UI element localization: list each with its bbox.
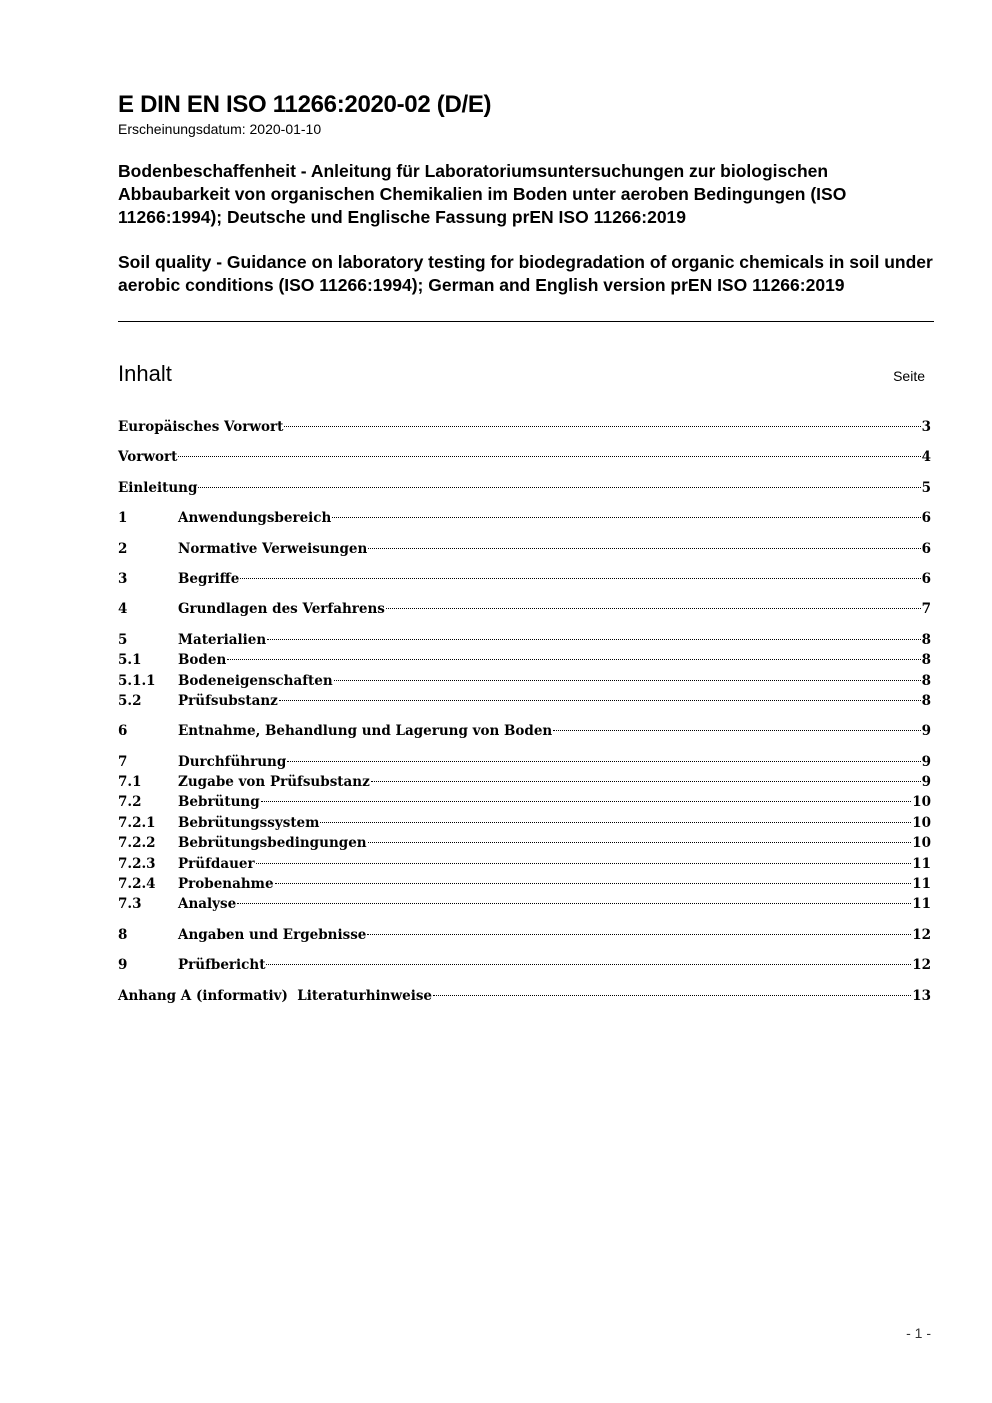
toc-entry[interactable] — [118, 721, 931, 741]
toc-entry-title: Prüfsubstanz — [178, 692, 278, 709]
toc-dot-leader — [320, 822, 911, 823]
toc-entry-number: 7.2 — [118, 794, 142, 811]
toc-entry-title: Entnahme, Behandlung und Lagerung von Boden — [178, 723, 553, 740]
toc-entry-title: Einleitung — [118, 479, 198, 496]
table-of-contents — [118, 417, 931, 1006]
toc-entry-title: Grundlagen des Verfahrens — [178, 601, 385, 618]
toc-entry-title: Normative Verweisungen — [178, 540, 368, 557]
toc-entry-page: 6 — [921, 570, 931, 587]
toc-entry-page: 10 — [912, 794, 931, 811]
toc-entry-page: 6 — [921, 540, 931, 557]
toc-entry-number: 3 — [118, 570, 128, 587]
toc-entry[interactable] — [118, 569, 931, 589]
toc-entry-title: Europäisches Vorwort — [118, 419, 284, 435]
toc-entry-number: 5.1.1 — [118, 672, 156, 689]
toc-entry-page: 10 — [912, 835, 931, 852]
toc-entry-title: Durchführung — [178, 753, 287, 770]
toc-entry-number: 7.2.2 — [118, 835, 156, 852]
toc-entry[interactable] — [118, 691, 931, 711]
toc-dot-leader — [334, 680, 921, 681]
toc-entry-page: 5 — [921, 479, 931, 496]
toc-entry-title: Bebrütungssystem — [178, 814, 320, 831]
toc-dot-leader — [386, 608, 921, 609]
toc-entry-page: 12 — [912, 926, 931, 943]
toc-dot-leader — [266, 964, 911, 965]
toc-entry[interactable] — [118, 650, 931, 670]
toc-entry[interactable] — [118, 874, 931, 894]
toc-dot-leader — [368, 548, 920, 549]
publication-date: Erscheinungsdatum: 2020-01-10 — [118, 121, 322, 137]
toc-dot-leader — [332, 517, 920, 518]
toc-entry-title: Begriffe — [178, 570, 240, 587]
toc-entry-page: 9 — [921, 774, 931, 791]
title-english: Soil quality - Guidance on laboratory testing for biodegradation of organic chemicals in soil under aerobic conditions (ISO 11266:1994); German and English version prEN ISO 11266:2019 — [118, 252, 933, 295]
toc-dot-leader — [367, 934, 911, 935]
toc-entry-title: Probenahme — [178, 876, 274, 893]
toc-entry-number: 7.2.1 — [118, 814, 156, 831]
toc-entry-number: 4 — [118, 601, 128, 618]
toc-entry[interactable] — [118, 599, 931, 619]
toc-entry-title: Prüfbericht — [178, 957, 266, 974]
page-number: - 1 - — [906, 1325, 931, 1341]
toc-entry[interactable] — [118, 772, 931, 792]
toc-dot-leader — [237, 903, 911, 904]
toc-entry-title: Bebrütung — [178, 794, 260, 811]
toc-entry[interactable] — [118, 478, 931, 498]
toc-entry-number: 1 — [118, 510, 128, 527]
toc-entry[interactable] — [118, 752, 931, 772]
toc-dot-leader — [198, 487, 920, 488]
toc-heading: Inhalt — [118, 361, 172, 386]
toc-entry[interactable] — [118, 854, 931, 874]
toc-entry[interactable] — [118, 508, 931, 528]
toc-entry-page: 8 — [921, 692, 931, 709]
toc-dot-leader — [267, 639, 920, 640]
toc-entry-title: Angaben und Ergebnisse — [178, 926, 367, 943]
toc-entry-number: 5.2 — [118, 692, 142, 709]
toc-entry-page: 8 — [921, 652, 931, 669]
toc-entry[interactable] — [118, 417, 931, 437]
toc-entry-page: 8 — [921, 631, 931, 648]
toc-dot-leader — [433, 995, 911, 996]
toc-entry-number: 7.2.4 — [118, 876, 156, 893]
toc-dot-leader — [287, 761, 920, 762]
document-id: E DIN EN ISO 11266:2020-02 (D/E) — [118, 91, 492, 118]
toc-dot-leader — [240, 578, 920, 579]
toc-entry-number: 6 — [118, 723, 128, 740]
toc-entry-number: 8 — [118, 926, 128, 943]
toc-entry-title: Anwendungsbereich — [178, 510, 332, 527]
toc-entry-number: 7.1 — [118, 774, 142, 791]
toc-entry-page: 8 — [921, 672, 931, 689]
toc-entry-number: 9 — [118, 957, 128, 974]
toc-entry-page: 4 — [921, 449, 931, 466]
toc-entry-title: Materialien — [178, 631, 267, 648]
toc-entry-title: Analyse — [178, 896, 237, 913]
toc-entry[interactable] — [118, 955, 931, 975]
toc-entry[interactable] — [118, 925, 931, 945]
toc-dot-leader — [371, 781, 921, 782]
toc-entry[interactable] — [118, 986, 931, 1006]
toc-entry-number: 2 — [118, 540, 128, 557]
toc-dot-leader — [275, 883, 912, 884]
toc-dot-leader — [553, 730, 920, 731]
toc-dot-leader — [368, 842, 912, 843]
toc-entry-page: 12 — [912, 957, 931, 974]
toc-entry-number: 7.2.3 — [118, 855, 156, 872]
toc-entry-number: 7.3 — [118, 896, 142, 913]
toc-dot-leader — [284, 426, 920, 427]
toc-entry-title: Boden — [178, 652, 227, 669]
toc-dot-leader — [227, 659, 920, 660]
toc-entry-title: Bebrütungsbedingungen — [178, 835, 367, 852]
toc-entry-page: 11 — [912, 876, 931, 893]
toc-entry[interactable] — [118, 833, 931, 853]
toc-dot-leader — [261, 801, 912, 802]
toc-page-column-label: Seite — [893, 368, 925, 384]
toc-entry-page: 11 — [912, 855, 931, 872]
toc-entry-page: 7 — [921, 601, 931, 618]
toc-entry[interactable] — [118, 813, 931, 833]
toc-entry[interactable] — [118, 894, 931, 914]
toc-dot-leader — [279, 700, 921, 701]
toc-entry-title: Vorwort — [118, 449, 178, 466]
toc-entry-title: Bodeneigenschaften — [178, 672, 333, 689]
toc-entry-number: 7 — [118, 753, 128, 770]
toc-entry-page: 11 — [912, 896, 931, 913]
toc-entry-title: Prüfdauer — [178, 855, 255, 872]
toc-entry[interactable] — [118, 671, 931, 691]
toc-entry-page: 13 — [912, 987, 931, 1004]
toc-entry-page: 6 — [921, 510, 931, 527]
toc-entry-number: 5 — [118, 631, 128, 648]
toc-entry-number: 5.1 — [118, 652, 142, 669]
toc-entry-page: 10 — [912, 814, 931, 831]
toc-entry[interactable] — [118, 447, 931, 467]
toc-entry[interactable] — [118, 630, 931, 650]
toc-dot-leader — [256, 863, 912, 864]
toc-entry[interactable] — [118, 539, 931, 559]
toc-entry-page: 9 — [921, 753, 931, 770]
toc-entry-page: 9 — [921, 723, 931, 740]
title-german: Bodenbeschaffenheit - Anleitung für Laboratoriumsuntersuchungen zur biologischen Abbaubarkeit von organischen Chemikalien im Boden unter aeroben Bedingungen (ISO 11266:1994); Deutsche und Englische Fassung prEN ISO 11266:2019 — [118, 161, 847, 227]
toc-entry-title: Anhang A (informativ) Literaturhinweise — [118, 987, 433, 1004]
toc-entry-page: 3 — [921, 419, 931, 435]
title-divider — [118, 321, 934, 322]
toc-dot-leader — [178, 456, 920, 457]
toc-entry[interactable] — [118, 792, 931, 812]
toc-entry-title: Zugabe von Prüfsubstanz — [178, 774, 370, 791]
